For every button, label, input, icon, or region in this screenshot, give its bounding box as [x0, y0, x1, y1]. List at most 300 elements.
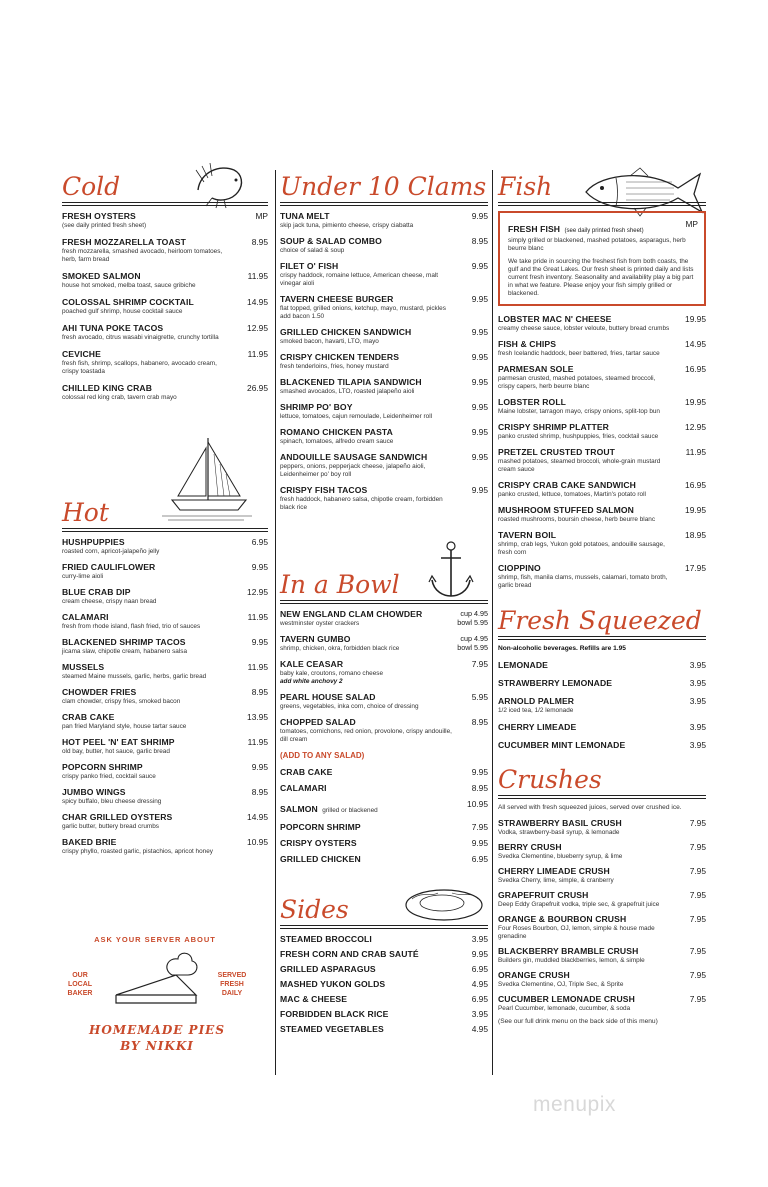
menu-item	[280, 327, 488, 346]
menu-item	[280, 717, 488, 744]
menu-item-desc: crispy panko fried, cocktail sauce	[62, 773, 156, 780]
menu-item-price: 9.95	[471, 402, 488, 412]
menu-item-desc: Maine lobster, tarragon mayo, crispy onions, split-top bun	[498, 408, 660, 415]
fish-title: Fish	[498, 172, 553, 201]
sides-rule	[280, 925, 488, 929]
menu-item	[280, 427, 488, 446]
menu-item-name: LEMONADE	[498, 659, 548, 670]
menu-item-price: 3.95	[471, 1009, 488, 1019]
menu-item	[498, 447, 706, 474]
menu-item-name: CRISPY FISH TACOS	[280, 485, 368, 495]
menu-item	[280, 822, 488, 833]
menu-item	[498, 678, 706, 689]
menu-item-price: 9.95	[471, 261, 488, 271]
menu-item-price: 16.95	[685, 364, 706, 374]
salad-add-list	[280, 767, 488, 865]
column-3	[498, 160, 706, 1033]
menu-item-name: FRESH CORN AND CRAB SAUTÉ	[280, 949, 419, 959]
menu-item	[498, 660, 706, 671]
menu-item-name: ORANGE CRUSH	[498, 970, 570, 980]
menu-item	[280, 767, 488, 778]
menu-item	[280, 261, 488, 288]
menu-item-price: 7.95	[689, 914, 706, 924]
menu-item	[280, 634, 488, 653]
menu-item	[62, 349, 268, 376]
menu-item-price: 8.95	[471, 236, 488, 246]
menu-item	[62, 712, 268, 731]
crushes-rule	[498, 795, 706, 799]
menu-item-desc: greens, vegetables, inka corn, choice of dressing	[280, 703, 419, 710]
sides-section-header	[280, 885, 488, 925]
menu-item-price: 11.95	[247, 349, 268, 359]
menu-item-desc: spicy buffalo, bleu cheese dressing	[62, 798, 162, 805]
under10-list	[280, 211, 488, 512]
menu-item-desc: tomatoes, cornichons, red onion, provolone, crispy andouille, dill cream	[280, 728, 452, 743]
fresh-fish-price: MP	[685, 219, 698, 229]
menu-item-price: 4.95	[471, 1024, 488, 1034]
menu-item-name: BLACKBERRY BRAMBLE CRUSH	[498, 946, 639, 956]
menu-item-name: MAC & CHEESE	[280, 994, 348, 1004]
squeezed-title: Fresh Squeezed	[498, 606, 702, 635]
menu-item-name: CHOPPED SALAD	[280, 717, 356, 727]
menu-item-price: 6.95	[471, 964, 488, 974]
menu-item-desc: westminster oyster crackers	[280, 620, 360, 627]
menu-item-price: 9.95	[251, 562, 268, 572]
menu-item-price: 9.95	[251, 762, 268, 772]
menu-item-price: 3.95	[689, 677, 706, 688]
menu-item-price: 7.95	[689, 970, 706, 980]
under10-rule	[280, 202, 488, 206]
homemade-pies-promo	[62, 935, 252, 1065]
menu-item-desc: Builders gin, muddled blackberries, lemon, & simple	[498, 957, 645, 964]
menu-item	[62, 687, 268, 706]
cup-price: cup 4.95	[460, 634, 488, 643]
menu-item-name: SOUP & SALAD COMBO	[280, 236, 382, 246]
menu-item-name: FISH & CHIPS	[498, 339, 557, 349]
menu-item-price: 14.95	[247, 297, 268, 307]
menu-item-desc: Svedka Cherry, lime, simple, & cranberry	[498, 877, 614, 884]
menu-item-name: FRIED CAULIFLOWER	[62, 562, 156, 572]
pies-line-1: HOMEMADE PIES	[89, 1023, 225, 1037]
menu-item-name: SALMON	[280, 804, 318, 814]
sides-title: Sides	[280, 895, 349, 924]
column-1	[62, 160, 268, 862]
menu-item	[62, 211, 268, 230]
menu-item	[280, 949, 488, 960]
menu-item-price: 6.95	[471, 854, 488, 864]
menu-item-price: 9.95	[471, 352, 488, 362]
menu-item-name: CUCUMBER LEMONADE CRUSH	[498, 994, 635, 1004]
menu-item	[498, 866, 706, 885]
menu-item-name: PEARL HOUSE SALAD	[280, 692, 376, 702]
menu-item-price: 14.95	[685, 339, 706, 349]
menu-item	[280, 352, 488, 371]
menu-item	[498, 946, 706, 965]
menu-item	[498, 480, 706, 499]
menu-item-name: STEAMED BROCCOLI	[280, 934, 372, 944]
menu-item-name: CRISPY SHRIMP PLATTER	[498, 422, 609, 432]
menu-item-note: grilled or blackened	[322, 807, 378, 814]
cold-list	[62, 211, 268, 402]
pie-slice-icon	[112, 949, 204, 1011]
menu-item-price: 3.95	[689, 739, 706, 750]
menu-item-price: 11.95	[247, 271, 268, 281]
crushes-list	[498, 818, 706, 1013]
menu-item-name: SHRIMP PO' BOY	[280, 402, 353, 412]
menu-item-name: FRESH OYSTERS	[62, 211, 136, 221]
menu-item-price: 9.95	[471, 767, 488, 777]
menu-item-desc: smoked bacon, havarti, LTO, mayo	[280, 338, 379, 345]
menu-item-price: 8.95	[251, 237, 268, 247]
menu-item-price: 9.95	[471, 485, 488, 495]
menu-item-name: HUSHPUPPIES	[62, 537, 125, 547]
menu-item-price: MP	[255, 211, 268, 221]
menu-item-name: CHERRY LIMEADE CRUSH	[498, 866, 610, 876]
menu-item-price: 6.95	[251, 537, 268, 547]
menu-item	[498, 530, 706, 557]
menu-item	[498, 397, 706, 416]
menu-item-price: 11.95	[247, 662, 268, 672]
menu-item-desc: Vodka, strawberry-basil syrup, & lemonade	[498, 829, 620, 836]
menu-item-desc: fresh haddock, habanero salsa, chipotle cream, forbidden black rice	[280, 496, 443, 511]
menu-item-price: 9.95	[471, 294, 488, 304]
menu-item	[498, 505, 706, 524]
menu-item-name: CUCUMBER MINT LEMONADE	[498, 739, 626, 750]
menu-item	[498, 818, 706, 837]
shrimp-icon	[190, 160, 248, 210]
squeezed-note	[498, 645, 706, 654]
menu-item	[498, 364, 706, 391]
menu-item-price: 3.95	[689, 659, 706, 670]
menu-item-desc: Svedka Clementine, blueberry syrup, & lime	[498, 853, 623, 860]
cup-price: cup 4.95	[460, 609, 488, 618]
menu-item	[62, 323, 268, 342]
menu-item	[498, 740, 706, 751]
crushes-footer: (See our full drink menu on the back side of this menu)	[498, 1018, 658, 1025]
squeezed-note-text: Non-alcoholic beverages. Refills are 1.95	[498, 645, 626, 652]
menu-item	[62, 297, 268, 316]
menu-item-name: GRAPEFRUIT CRUSH	[498, 890, 589, 900]
cold-section-header	[62, 160, 268, 202]
menu-item-name: CRISPY CHICKEN TENDERS	[280, 352, 400, 362]
menu-item-price: 18.95	[685, 530, 706, 540]
menu-item	[62, 271, 268, 290]
menu-item-name: POPCORN SHRIMP	[280, 822, 361, 832]
watermark: menupix	[533, 1093, 616, 1116]
fresh-fish-name: FRESH FISH	[508, 224, 561, 234]
menu-item-name: MUSSELS	[62, 662, 105, 672]
menu-item-name: ANDOUILLE SAUSAGE SANDWICH	[280, 452, 428, 462]
menu-item	[280, 1009, 488, 1020]
pies-ask-text: ASK YOUR SERVER ABOUT	[94, 935, 216, 944]
menu-item-desc: spinach, tomatoes, alfredo cream sauce	[280, 438, 394, 445]
menu-item-name: ORANGE & BOURBON CRUSH	[498, 914, 627, 924]
menu-item-desc: shrimp, crab legs, Yukon gold potatoes, andouille sausage, fresh corn	[498, 541, 665, 556]
menu-item-desc: crispy haddock, romaine lettuce, American cheese, malt vinegar aioli	[280, 272, 439, 287]
fish-list	[498, 314, 706, 590]
menu-item-desc: skip jack tuna, pimiento cheese, crispy ciabatta	[280, 222, 414, 229]
menu-item-name: KALE CEASAR	[280, 659, 344, 669]
menu-item	[280, 979, 488, 990]
bowl-title: In a Bowl	[280, 570, 400, 599]
menu-item-desc: fresh Icelandic haddock, beer battered, fries, tartar sauce	[498, 350, 660, 357]
menu-item	[62, 383, 268, 402]
menu-item-price: 14.95	[247, 812, 268, 822]
menu-item	[280, 994, 488, 1005]
fresh-fish-small: (see daily printed fresh sheet)	[564, 228, 644, 234]
menu-item-price: 10.95	[467, 799, 488, 809]
menu-item-desc: Deep Eddy Grapefruit vodka, triple sec, & grapefruit juice	[498, 901, 660, 908]
menu-item-name: POPCORN SHRIMP	[62, 762, 143, 772]
menu-item-price: 13.95	[247, 712, 268, 722]
menu-item-name: CHILLED KING CRAB	[62, 383, 153, 393]
sides-list	[280, 934, 488, 1035]
menu-item-desc: mashed potatoes, steamed broccoli, whole-grain mustard cream sauce	[498, 458, 661, 473]
cup-bowl-prices	[457, 634, 488, 652]
menu-item	[498, 890, 706, 909]
menu-item	[280, 783, 488, 794]
menu-item-price: 9.95	[471, 427, 488, 437]
menu-item-name: CALAMARI	[280, 783, 327, 793]
bowl-list	[280, 609, 488, 653]
menu-item-price: 11.95	[247, 737, 268, 747]
menu-item	[62, 837, 268, 856]
menu-item-desc: garlic butter, buttery bread crumbs	[62, 823, 159, 830]
menu-item-price: 7.95	[689, 946, 706, 956]
menu-item-name: COLOSSAL SHRIMP COCKTAIL	[62, 297, 194, 307]
menu-item-name: BLUE CRAB DIP	[62, 587, 131, 597]
menu-item-desc: roasted mushrooms, boursin cheese, herb beurre blanc	[498, 516, 656, 523]
menu-item-name: BLACKENED SHRIMP TACOS	[62, 637, 186, 647]
menu-item-price: 8.95	[471, 717, 488, 727]
menu-item	[280, 377, 488, 396]
hot-section-header	[62, 456, 268, 528]
bowl-section-header	[280, 536, 488, 600]
menu-item-desc: pan fried Maryland style, house tartar sauce	[62, 723, 187, 730]
menu-item-name: ARNOLD PALMER	[498, 695, 575, 706]
cup-bowl-prices	[457, 609, 488, 627]
menu-item	[62, 787, 268, 806]
menu-item-price: 3.95	[689, 721, 706, 732]
menu-item	[498, 970, 706, 989]
menu-item-name: TUNA MELT	[280, 211, 330, 221]
under10-title: Under 10 Clams	[280, 172, 487, 201]
menu-item-name: CEVICHE	[62, 349, 101, 359]
menu-item	[62, 812, 268, 831]
menu-item-name: GRILLED ASPARAGUS	[280, 964, 376, 974]
bowl-price: bowl 5.95	[457, 643, 488, 652]
menu-item	[498, 314, 706, 333]
menu-item-price: 9.95	[471, 327, 488, 337]
menu-item-desc: Svedka Clementine, OJ, Triple Sec, & Sprite	[498, 981, 624, 988]
menu-item	[280, 964, 488, 975]
menu-item-name: FILET O' FISH	[280, 261, 339, 271]
menu-item	[498, 563, 706, 590]
menu-item	[280, 236, 488, 255]
menu-item-desc: fresh from rhode island, flash fried, trio of sauces	[62, 623, 201, 630]
menu-item-price: 7.95	[689, 890, 706, 900]
menu-item	[498, 914, 706, 941]
sailboat-icon	[158, 434, 254, 522]
menu-item	[498, 422, 706, 441]
menu-item-name: TAVERN BOIL	[498, 530, 557, 540]
menu-item	[498, 696, 706, 715]
menu-item-desc: fresh fish, shrimp, scallops, habanero, avocado cream, crispy toastada	[62, 360, 217, 375]
menu-item-price: 19.95	[685, 505, 706, 515]
menu-item-name: CALAMARI	[62, 612, 109, 622]
menu-item-desc: lettuce, tomatoes, cajun remoulade, Leidenheimer roll	[280, 413, 433, 420]
menu-item	[62, 562, 268, 581]
menu-item	[280, 609, 488, 628]
menu-item-desc: panko crusted, lettuce, tomatoes, Martin's potato roll	[498, 491, 646, 498]
menu-item	[498, 842, 706, 861]
menu-item-price: 19.95	[685, 314, 706, 324]
menu-item-price: 9.95	[251, 637, 268, 647]
menu-item-name: GRILLED CHICKEN SANDWICH	[280, 327, 412, 337]
menu-item-price: 4.95	[471, 979, 488, 989]
menu-item-desc: shrimp, fish, manila clams, mussels, calamari, tomato broth, garlic bread	[498, 574, 668, 589]
menu-item-name: STRAWBERRY LEMONADE	[498, 677, 613, 688]
menu-item-price: 7.95	[689, 818, 706, 828]
menu-item-price: 9.95	[471, 949, 488, 959]
menu-item-desc: baby kale, croutons, romano cheese	[280, 670, 384, 677]
menu-item-price: 3.95	[471, 934, 488, 944]
menu-item-name: NEW ENGLAND CLAM CHOWDER	[280, 609, 423, 619]
menu-item-price: 7.95	[471, 659, 488, 669]
menu-item-price: 6.95	[471, 994, 488, 1004]
menu-item-desc: roasted corn, apricot-jalapeño jelly	[62, 548, 160, 555]
menu-item-desc: choice of salad & soup	[280, 247, 345, 254]
menu-item	[280, 934, 488, 945]
menu-item	[280, 659, 488, 686]
menu-item	[498, 339, 706, 358]
menu-item-name: BLACKENED TILAPIA SANDWICH	[280, 377, 422, 387]
menu-item	[62, 737, 268, 756]
menu-item-price: 17.95	[685, 563, 706, 573]
menu-item-name: STEAMED VEGETABLES	[280, 1024, 384, 1034]
menu-item-desc: jicama slaw, chipotle cream, habanero salsa	[62, 648, 188, 655]
menu-item-desc: fresh mozzarella, smashed avocado, heirloom tomatoes, herb, farm bread	[62, 248, 223, 263]
menu-item-name: CHOWDER FRIES	[62, 687, 137, 697]
menu-item-desc: shrimp, chicken, okra, forbidden black rice	[280, 645, 400, 652]
pies-left-text: OUR LOCAL BAKER	[67, 972, 93, 997]
menu-item-name: FORBIDDEN BLACK RICE	[280, 1009, 389, 1019]
hot-rule	[62, 528, 268, 532]
menu-item-price: 16.95	[685, 480, 706, 490]
column-divider-1	[275, 170, 276, 1075]
menu-item-desc: poached gulf shrimp, house cocktail sauce	[62, 308, 183, 315]
squeezed-section-header	[498, 606, 706, 636]
menu-item	[280, 294, 488, 321]
menu-item-name: MASHED YUKON GOLDS	[280, 979, 386, 989]
menu-item	[280, 211, 488, 230]
menu-item-price: 9.95	[471, 377, 488, 387]
menu-item	[498, 994, 706, 1013]
menu-item-name: AHI TUNA POKE TACOS	[62, 323, 164, 333]
menu-item	[62, 637, 268, 656]
fresh-fish-desc: simply grilled or blackened, mashed potatoes, asparagus, herb beurre blanc	[508, 237, 686, 252]
salad-list	[280, 659, 488, 744]
menu-item-desc: colossal red king crab, tavern crab mayo	[62, 394, 177, 401]
menu-item-name: BAKED BRIE	[62, 837, 117, 847]
pies-right-text: SERVED FRESH DAILY	[217, 972, 247, 997]
menu-item-price: 9.95	[471, 211, 488, 221]
menu-item-desc: crispy phyllo, roasted garlic, pistachios, apricot honey	[62, 848, 213, 855]
menu-item-name: CIOPPINO	[498, 563, 541, 573]
menu-item	[280, 452, 488, 479]
hot-list	[62, 537, 268, 856]
menu-item	[280, 402, 488, 421]
pies-line-2: BY NIKKI	[120, 1039, 194, 1053]
cold-title: Cold	[62, 172, 121, 201]
menu-item-price: 7.95	[689, 994, 706, 1004]
menu-item-desc: Four Roses Bourbon, OJ, lemon, simple & house made grenadine	[498, 925, 655, 940]
menu-item-name: CHAR GRILLED OYSTERS	[62, 812, 173, 822]
bowl-price: bowl 5.95	[457, 618, 488, 627]
menu-item-desc: parmesan crusted, mashed potatoes, steamed broccoli, crispy capers, herb beurre blanc	[498, 375, 656, 390]
menu-item	[62, 762, 268, 781]
menu-item-name: LOBSTER MAC N' CHEESE	[498, 314, 612, 324]
menu-item-desc: (see daily printed fresh sheet)	[62, 222, 147, 229]
anchor-icon	[428, 540, 474, 602]
menu-item-price: 10.95	[247, 837, 268, 847]
menu-item-name: CRAB CAKE	[280, 767, 333, 777]
crushes-note: All served with fresh squeezed juices, served over crushed ice.	[498, 803, 682, 811]
menu-item-desc: cream cheese, crispy naan bread	[62, 598, 157, 605]
menu-item-price: 9.95	[471, 452, 488, 462]
menu-item-price: 12.95	[247, 323, 268, 333]
menu-item-desc: creamy cheese sauce, lobster veloute, buttery bread crumbs	[498, 325, 670, 332]
menu-item-price: 5.95	[471, 692, 488, 702]
menu-item	[498, 722, 706, 733]
menu-item-desc: peppers, onions, pepperjack cheese, jalapeño aioli, Leidenheimer po' boy roll	[280, 463, 426, 478]
menu-item	[280, 854, 488, 865]
menu-item-desc: flat topped, grilled onions, ketchup, mayo, mustard, pickles add bacon 1.50	[280, 305, 446, 320]
menu-item-name: CRISPY OYSTERS	[280, 838, 357, 848]
column-divider-2	[492, 170, 493, 1075]
add-to-salad-label: (ADD TO ANY SALAD)	[280, 751, 365, 760]
menu-item-name: CHERRY LIMEADE	[498, 721, 577, 732]
column-2	[280, 160, 488, 1039]
menu-item-name: JUMBO WINGS	[62, 787, 126, 797]
menu-item-name: STRAWBERRY BASIL CRUSH	[498, 818, 622, 828]
squeezed-rule	[498, 636, 706, 640]
menu-item	[280, 1024, 488, 1035]
menu-item-desc: house hot smoked, melba toast, sauce gribiche	[62, 282, 196, 289]
menu-item-desc: smashed avocados, LTO, roasted jalapeño aioli	[280, 388, 415, 395]
menu-item-price: 12.95	[685, 422, 706, 432]
crushes-title: Crushes	[498, 764, 602, 794]
menu-item-price: 8.95	[251, 787, 268, 797]
menu-item-price: 11.95	[247, 612, 268, 622]
menu-item-desc: curry-lime aioli	[62, 573, 104, 580]
menu-item	[62, 237, 268, 264]
menu-item-price: 12.95	[247, 587, 268, 597]
menu-item-price: 7.95	[689, 842, 706, 852]
menu-item	[62, 662, 268, 681]
fish-section-header	[498, 160, 706, 202]
menu-item-name: GRILLED CHICKEN	[280, 854, 361, 864]
menu-item	[280, 485, 488, 512]
menu-item-name: PRETZEL CRUSTED TROUT	[498, 447, 616, 457]
menu-item-desc: 1/2 iced tea, 1/2 lemonade	[498, 706, 574, 714]
menu-item-price: 7.95	[689, 866, 706, 876]
menu-item-name: SMOKED SALMON	[62, 271, 141, 281]
menu-item	[280, 799, 488, 817]
menu-item-name: TAVERN CHEESE BURGER	[280, 294, 394, 304]
menu-item	[280, 692, 488, 711]
menu-item-name: MUSHROOM STUFFED SALMON	[498, 505, 634, 515]
